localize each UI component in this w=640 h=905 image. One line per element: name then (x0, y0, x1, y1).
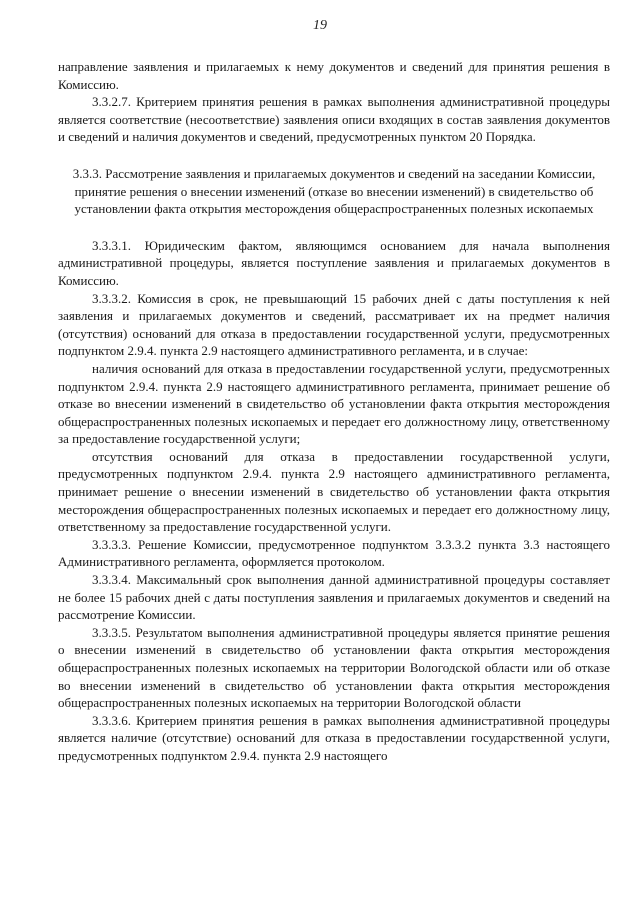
page-number: 19 (313, 18, 327, 33)
paragraph-continuation: направление заявления и прилагаемых к нему документов и сведений для принятия решения в Комиссию. (58, 59, 610, 92)
paragraph-3-3-3-1: 3.3.3.1. Юридическим фактом, являющимся основанием для начала выполнения административной процедуры, является поступление заявления и прилагаемых документов в Комиссию. (58, 237, 610, 288)
paragraph-3-3-3-5: 3.3.3.5. Результатом выполнения административной процедуры является принятие решения о внесении изменений в свидетельство об установлении факта открытия месторождения общераспространенных полезных ископаемых на территории Вологодской области или об отказе во внесении изменений в свидетельство об установлении факта открытия месторождения общераспространенных полезных ископаемых на территории Вологодской области (58, 624, 610, 711)
paragraph-3-3-3-3: 3.3.3.3. Решение Комиссии, предусмотренное подпунктом 3.3.3.2 пункта 3.3 настоящего Административного регламента, оформляется протоколом. (58, 536, 610, 570)
paragraph-3-3-2-7: 3.3.2.7. Критерием принятия решения в рамках выполнения административной процедуры является соответствие (несоответствие) заявления описи входящих в состав заявления документов и сведений и наличия документов и сведений, предусмотренных пунктом 20 Порядка. (58, 94, 610, 145)
paragraph-3-3-3-6: 3.3.3.6. Критерием принятия решения в рамках выполнения административной процедуры является наличие (отсутствие) оснований для отказа в предоставлении государственной услуги, предусмотренных подпунктом 2.9.4. пункта 2.9 настоящего (58, 712, 610, 763)
section-heading-3-3-3: 3.3.3. Рассмотрение заявления и прилагаемых документов и сведений на заседании Комиссии, принятие решения о внесении изменений (отказе во внесении изменений) в свидетельство об установлении факта открытия месторождения общераспространенных полезных ископаемых (72, 165, 596, 217)
paragraph-case-approval: отсутствия оснований для отказа в предоставлении государственной услуги, предусмотренных подпунктом 2.9.4. пункта 2.9 настоящего административного регламента, принимает решение о внесении изменений в свидетельство об установлении факта открытия месторождения общераспространенных полезных ископаемых и передает его должностному лицу, ответственному за предоставление государственной услуги. (58, 448, 610, 535)
paragraph-3-3-3-2: 3.3.3.2. Комиссия в срок, не превышающий 15 рабочих дней с даты поступления к ней заявления и прилагаемых документов и сведений, рассматривает их на предмет наличия (отсутствия) оснований для отказа в предоставлении государственной услуги, предусмотренных подпунктом 2.9.4. пункта 2.9 настоящего административного регламента, и в случае: (58, 290, 610, 359)
paragraph-3-3-3-4: 3.3.3.4. Максимальный срок выполнения данной административной процедуры составляет не более 15 рабочих дней с даты поступления заявления и прилагаемых документов и сведений на рассмотрение Комиссии. (58, 572, 610, 623)
paragraph-case-refusal: наличия оснований для отказа в предоставлении государственной услуги, предусмотренных подпунктом 2.9.4. пункта 2.9 настоящего административного регламента, принимает решение об отказе во внесении изменений в свидетельство об установлении факта открытия месторождения общераспространенных полезных ископаемых и передает его должностному лицу, ответственному за предоставление государственной услуги; (58, 360, 610, 447)
